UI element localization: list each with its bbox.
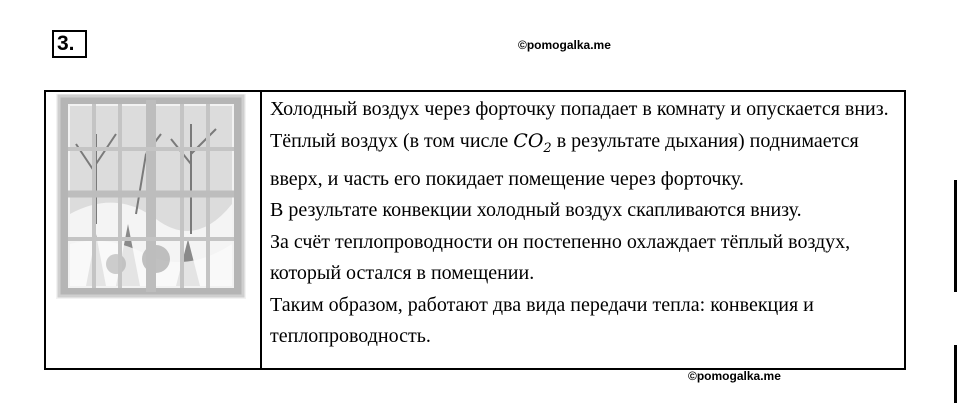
- watermark-bottom: ©pomogalka.me: [688, 369, 781, 383]
- window-icon: [56, 94, 246, 299]
- page-edge-line: [954, 180, 957, 292]
- answer-paragraph-4: Таким образом, работают два вида передачи тепла: конвекция и теплопроводность.: [270, 293, 814, 348]
- answer-table: [44, 90, 906, 370]
- answer-paragraph-3: За счёт теплопроводности он постепенно охлаждает тёплый воздух, который остался в помещении.: [270, 230, 851, 285]
- table-divider: [260, 92, 262, 368]
- co2-formula: $CO_2$: [513, 129, 552, 156]
- answer-paragraph-2: В результате конвекции холодный воздух скапливаются внизу.: [270, 199, 802, 222]
- answer-paragraph-1: Холодный воздух через форточку попадает в комнату и опускается вниз. Тёплый воздух (в том числе $CO_2$ в результате дыхания) поднимается вверх, и часть его покидает помещение через форточку.: [270, 98, 889, 190]
- task-number: 3.: [52, 30, 87, 58]
- page-edge-line: [954, 345, 957, 403]
- watermark-top: ©pomogalka.me: [518, 38, 611, 52]
- answer-text: [270, 94, 898, 353]
